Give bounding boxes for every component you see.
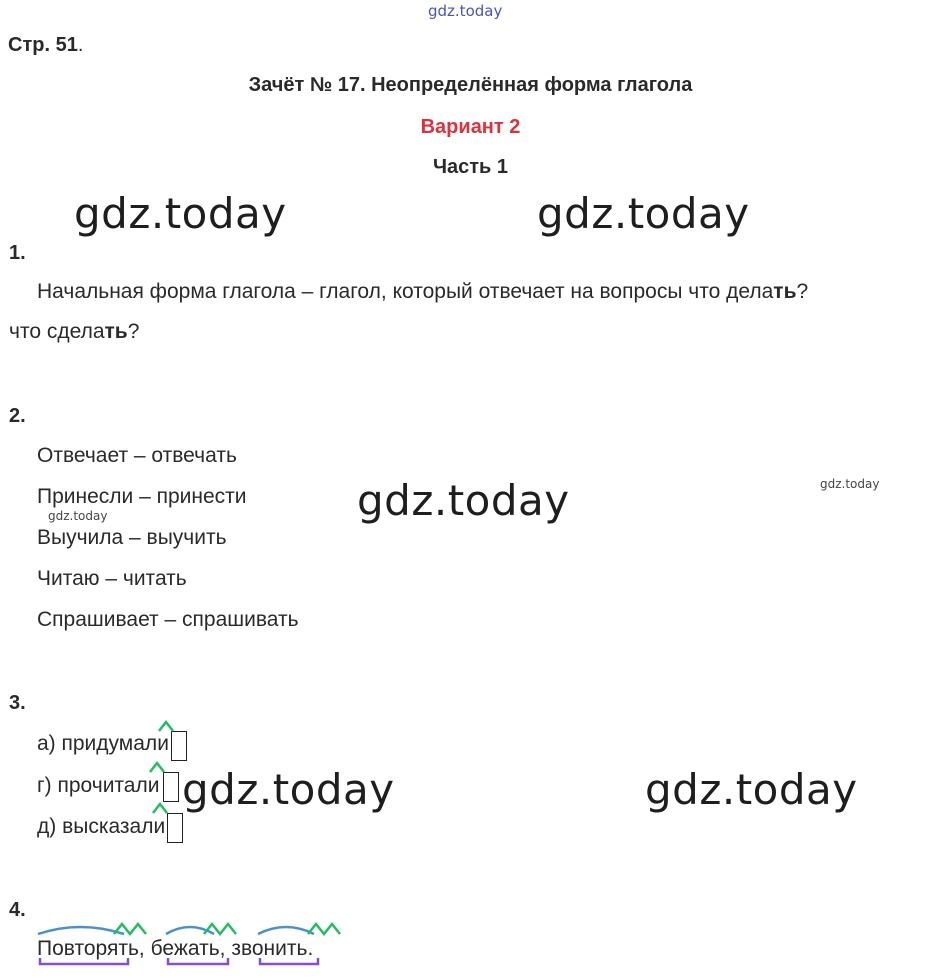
- root-arc: [258, 927, 314, 934]
- watermark: gdz.today: [537, 189, 750, 238]
- page-reference: Стр. 51.: [8, 34, 84, 56]
- watermark: gdz.today: [645, 765, 858, 814]
- part-heading: Часть 1: [432, 156, 509, 178]
- task-number: 2.: [9, 405, 26, 427]
- watermark-small: gdz.today: [48, 509, 108, 523]
- root-arc: [38, 927, 124, 934]
- ending-letter: и: [157, 732, 169, 755]
- watermark: gdz.today: [357, 476, 570, 525]
- word: бежать: [150, 937, 220, 960]
- word: звонить: [231, 937, 308, 960]
- task1-answer-line1: Начальная форма глагола – глагол, который отвечает на вопросы что делать?: [37, 280, 809, 303]
- ending-letter: и: [153, 815, 166, 838]
- watermark-small: gdz.today: [820, 477, 880, 491]
- task4-words: Повторять, бежать, звонить.: [37, 937, 314, 960]
- task-number: 3.: [9, 692, 26, 714]
- suffix-mark: [157, 719, 177, 733]
- task1-answer-line2: что сделать?: [9, 320, 140, 343]
- task-number: 1.: [9, 242, 26, 264]
- suffix-mark: [151, 801, 171, 815]
- variant-heading: Вариант 2: [420, 116, 521, 138]
- watermark: gdz.today: [182, 765, 395, 814]
- page-title: Зачёт № 17. Неопределённая форма глагола: [248, 74, 693, 96]
- ending-box: [171, 731, 187, 761]
- ending-box: [163, 772, 179, 802]
- task3-item: г) прочитали: [37, 774, 160, 797]
- ending-letter: и: [147, 774, 160, 797]
- task3-item: д) высказали: [37, 815, 166, 838]
- verb-pair: Отвечает – отвечать: [37, 444, 237, 467]
- task-number: 4.: [9, 899, 26, 921]
- verb-pair: Спрашивает – спрашивать: [37, 608, 299, 631]
- suffix-mark: [148, 760, 168, 774]
- ending-box: [167, 813, 183, 843]
- watermark-top: gdz.today: [428, 2, 503, 20]
- verb-pair: Принесли – принести: [37, 485, 247, 508]
- watermark: gdz.today: [74, 189, 287, 238]
- word: Повторять: [37, 937, 139, 960]
- verb-pair: Выучила – выучить: [37, 526, 227, 549]
- task3-item: а) придумали: [37, 732, 169, 755]
- verb-pair: Читаю – читать: [37, 567, 187, 590]
